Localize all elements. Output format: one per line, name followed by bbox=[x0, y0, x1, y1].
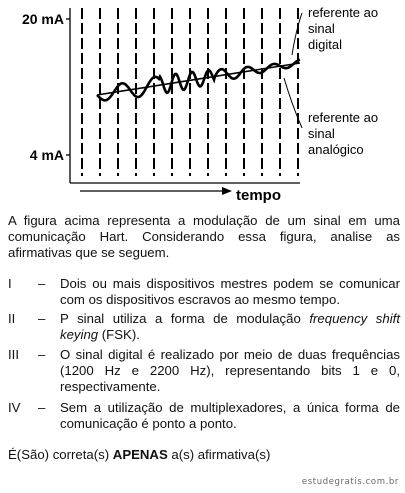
statement-dash: – bbox=[38, 311, 46, 326]
digital-label-line-2: sinal bbox=[308, 21, 335, 36]
question-line bbox=[8, 447, 270, 463]
statement-text-emphasis: frequency shift keying bbox=[60, 311, 400, 342]
statement-text: Sem a utilização de multiplexadores, a única forma de comunicação é ponto a ponto. bbox=[60, 400, 400, 431]
question-pre: É(São) correta(s) bbox=[8, 447, 113, 462]
statement-number: III bbox=[8, 347, 19, 362]
y-label-4ma: 4 mA bbox=[29, 147, 64, 163]
statement-text: O sinal digital é realizado por meio de duas frequências (1200 Hz e 2200 Hz), representando bits 1 e 0, respectivamente. bbox=[60, 347, 400, 394]
statement-dash: – bbox=[38, 276, 46, 291]
intro-paragraph: A figura acima representa a modulação de um sinal em uma comunicação Hart. Considerando essa figura, analise as afirmativas que se seguem. bbox=[8, 213, 400, 260]
statement-text bbox=[60, 311, 400, 343]
time-label: tempo bbox=[236, 187, 281, 204]
statement-number: II bbox=[8, 311, 16, 326]
question-post: a(s) afirmativa(s) bbox=[167, 447, 271, 462]
statement-text-post: (FSK). bbox=[98, 327, 140, 342]
watermark: estudegratis.com.br bbox=[301, 477, 399, 487]
statement-dash: – bbox=[38, 347, 46, 362]
statement-text: Dois ou mais dispositivos mestres podem se comunicar com os dispositivos escravos ao mesmo tempo. bbox=[60, 276, 400, 307]
analog-label-line-1: referente ao bbox=[308, 110, 379, 125]
analog-label-line-2: sinal bbox=[308, 126, 335, 141]
digital-label-line-3: digital bbox=[308, 37, 342, 52]
statement-text-pre: P sinal utiliza a forma de modulação bbox=[60, 311, 310, 326]
time-arrow-head bbox=[222, 187, 232, 195]
digital-label-line-1: referente ao bbox=[308, 5, 379, 20]
statement-dash: – bbox=[38, 400, 46, 415]
digital-signal-wave bbox=[97, 60, 300, 100]
question-bold: APENAS bbox=[112, 447, 168, 462]
hart-modulation-figure bbox=[0, 0, 405, 205]
analog-signal-line bbox=[97, 63, 300, 95]
analog-label-line-3: analógico bbox=[308, 142, 364, 157]
analog-callout-leader bbox=[284, 78, 302, 128]
statement-number: I bbox=[8, 276, 12, 291]
y-label-20ma: 20 mA bbox=[21, 11, 64, 27]
statement-number: IV bbox=[8, 400, 21, 415]
